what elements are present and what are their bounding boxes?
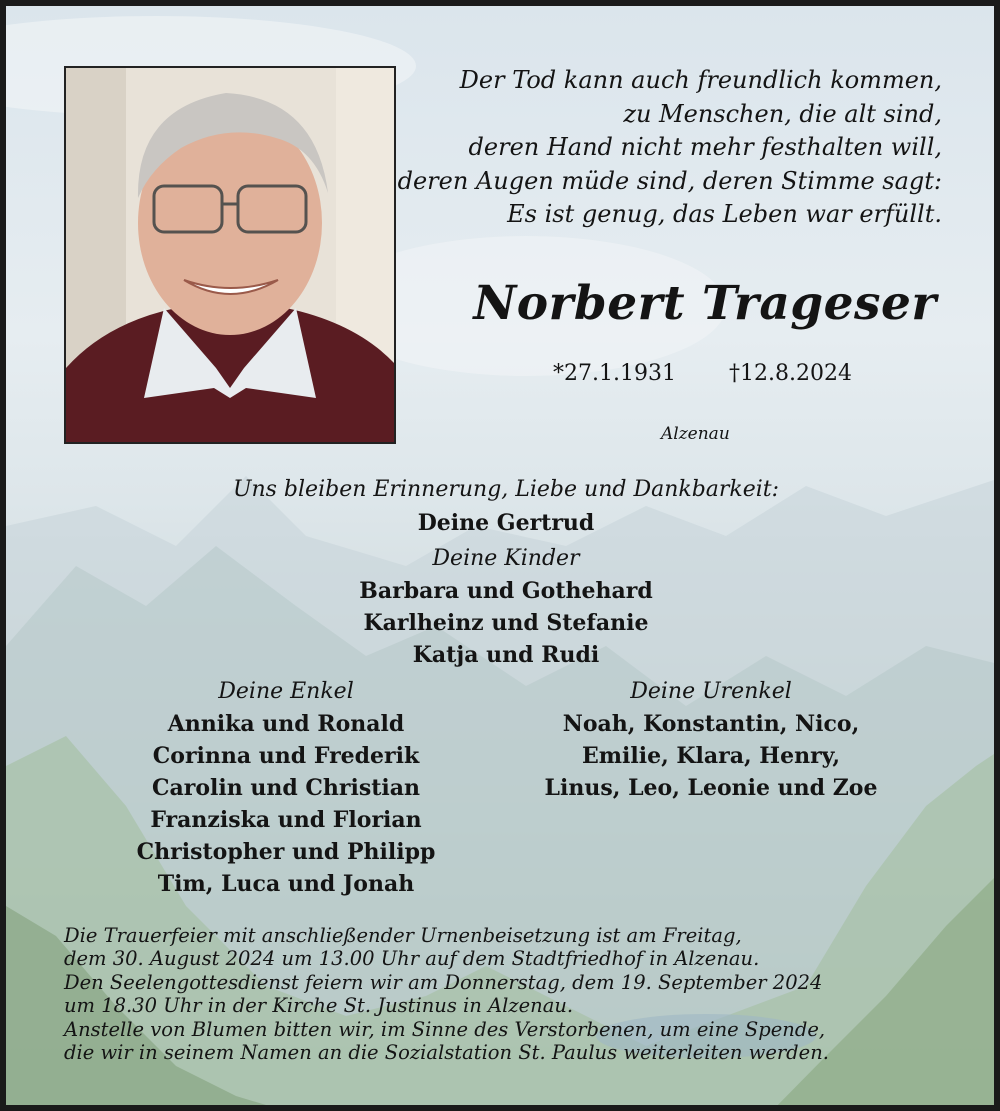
info-line: dem 30. August 2024 um 13.00 Uhr auf dem Stadtfriedhof in Alzenau. xyxy=(64,947,760,971)
list-item: Linus, Leo, Leonie und Zoe xyxy=(544,775,878,801)
children-heading: Deine Kinder xyxy=(432,546,580,571)
place: Alzenau xyxy=(661,424,730,444)
great-grandchildren-list xyxy=(511,708,911,804)
death-date: †12.8.2024 xyxy=(729,361,852,386)
poem-line: Es ist genug, das Leben war erfüllt. xyxy=(507,200,942,228)
list-item: Franziska und Florian xyxy=(150,807,422,833)
spouse-name: Deine Gertrud xyxy=(417,510,595,536)
children-list xyxy=(6,575,1000,671)
deceased-name: Norbert Trageser xyxy=(473,276,937,331)
list-item: Tim, Luca und Jonah xyxy=(157,871,415,897)
mourners-intro: Uns bleiben Erinnerung, Liebe und Dankbarkeit: xyxy=(232,477,780,502)
grandchildren-heading: Deine Enkel xyxy=(218,679,354,704)
list-item: Corinna und Frederik xyxy=(152,743,420,769)
info-line: um 18.30 Uhr in der Kirche St. Justinus in Alzenau. xyxy=(64,994,574,1018)
list-item: Noah, Konstantin, Nico, xyxy=(562,711,860,737)
info-line: Den Seelengottesdienst feiern wir am Donnerstag, dem 19. September 2024 xyxy=(64,970,823,994)
list-item: Annika und Ronald xyxy=(167,711,405,737)
list-item: Emilie, Klara, Henry, xyxy=(581,743,841,769)
info-line: Die Trauerfeier mit anschließender Urnenbeisetzung ist am Freitag, xyxy=(64,924,742,947)
list-item: Barbara und Gothehard xyxy=(359,578,653,604)
poem-line: deren Hand nicht mehr festhalten will, xyxy=(468,133,942,161)
list-item: Christopher und Philipp xyxy=(136,839,436,865)
grandchildren-list xyxy=(136,708,436,900)
list-item: Carolin und Christian xyxy=(151,775,421,801)
great-grandchildren-heading: Deine Urenkel xyxy=(630,679,792,704)
poem-line: zu Menschen, die alt sind, xyxy=(623,99,942,128)
birth-date: *27.1.1931 xyxy=(553,361,676,386)
list-item: Karlheinz und Stefanie xyxy=(363,610,649,636)
portrait-photo xyxy=(64,66,396,444)
info-line: Anstelle von Blumen bitten wir, im Sinne des Verstorbenen, um eine Spende, xyxy=(64,1017,826,1041)
funeral-info xyxy=(64,924,964,1064)
poem-line: deren Augen müde sind, deren Stimme sagt: xyxy=(397,166,942,195)
poem-line: Der Tod kann auch freundlich kommen, xyxy=(459,66,942,94)
poem xyxy=(382,64,942,232)
info-line: die wir in seinem Namen an die Sozialstation St. Paulus weiterleiten werden. xyxy=(64,1041,829,1065)
list-item: Katja und Rudi xyxy=(412,642,600,668)
